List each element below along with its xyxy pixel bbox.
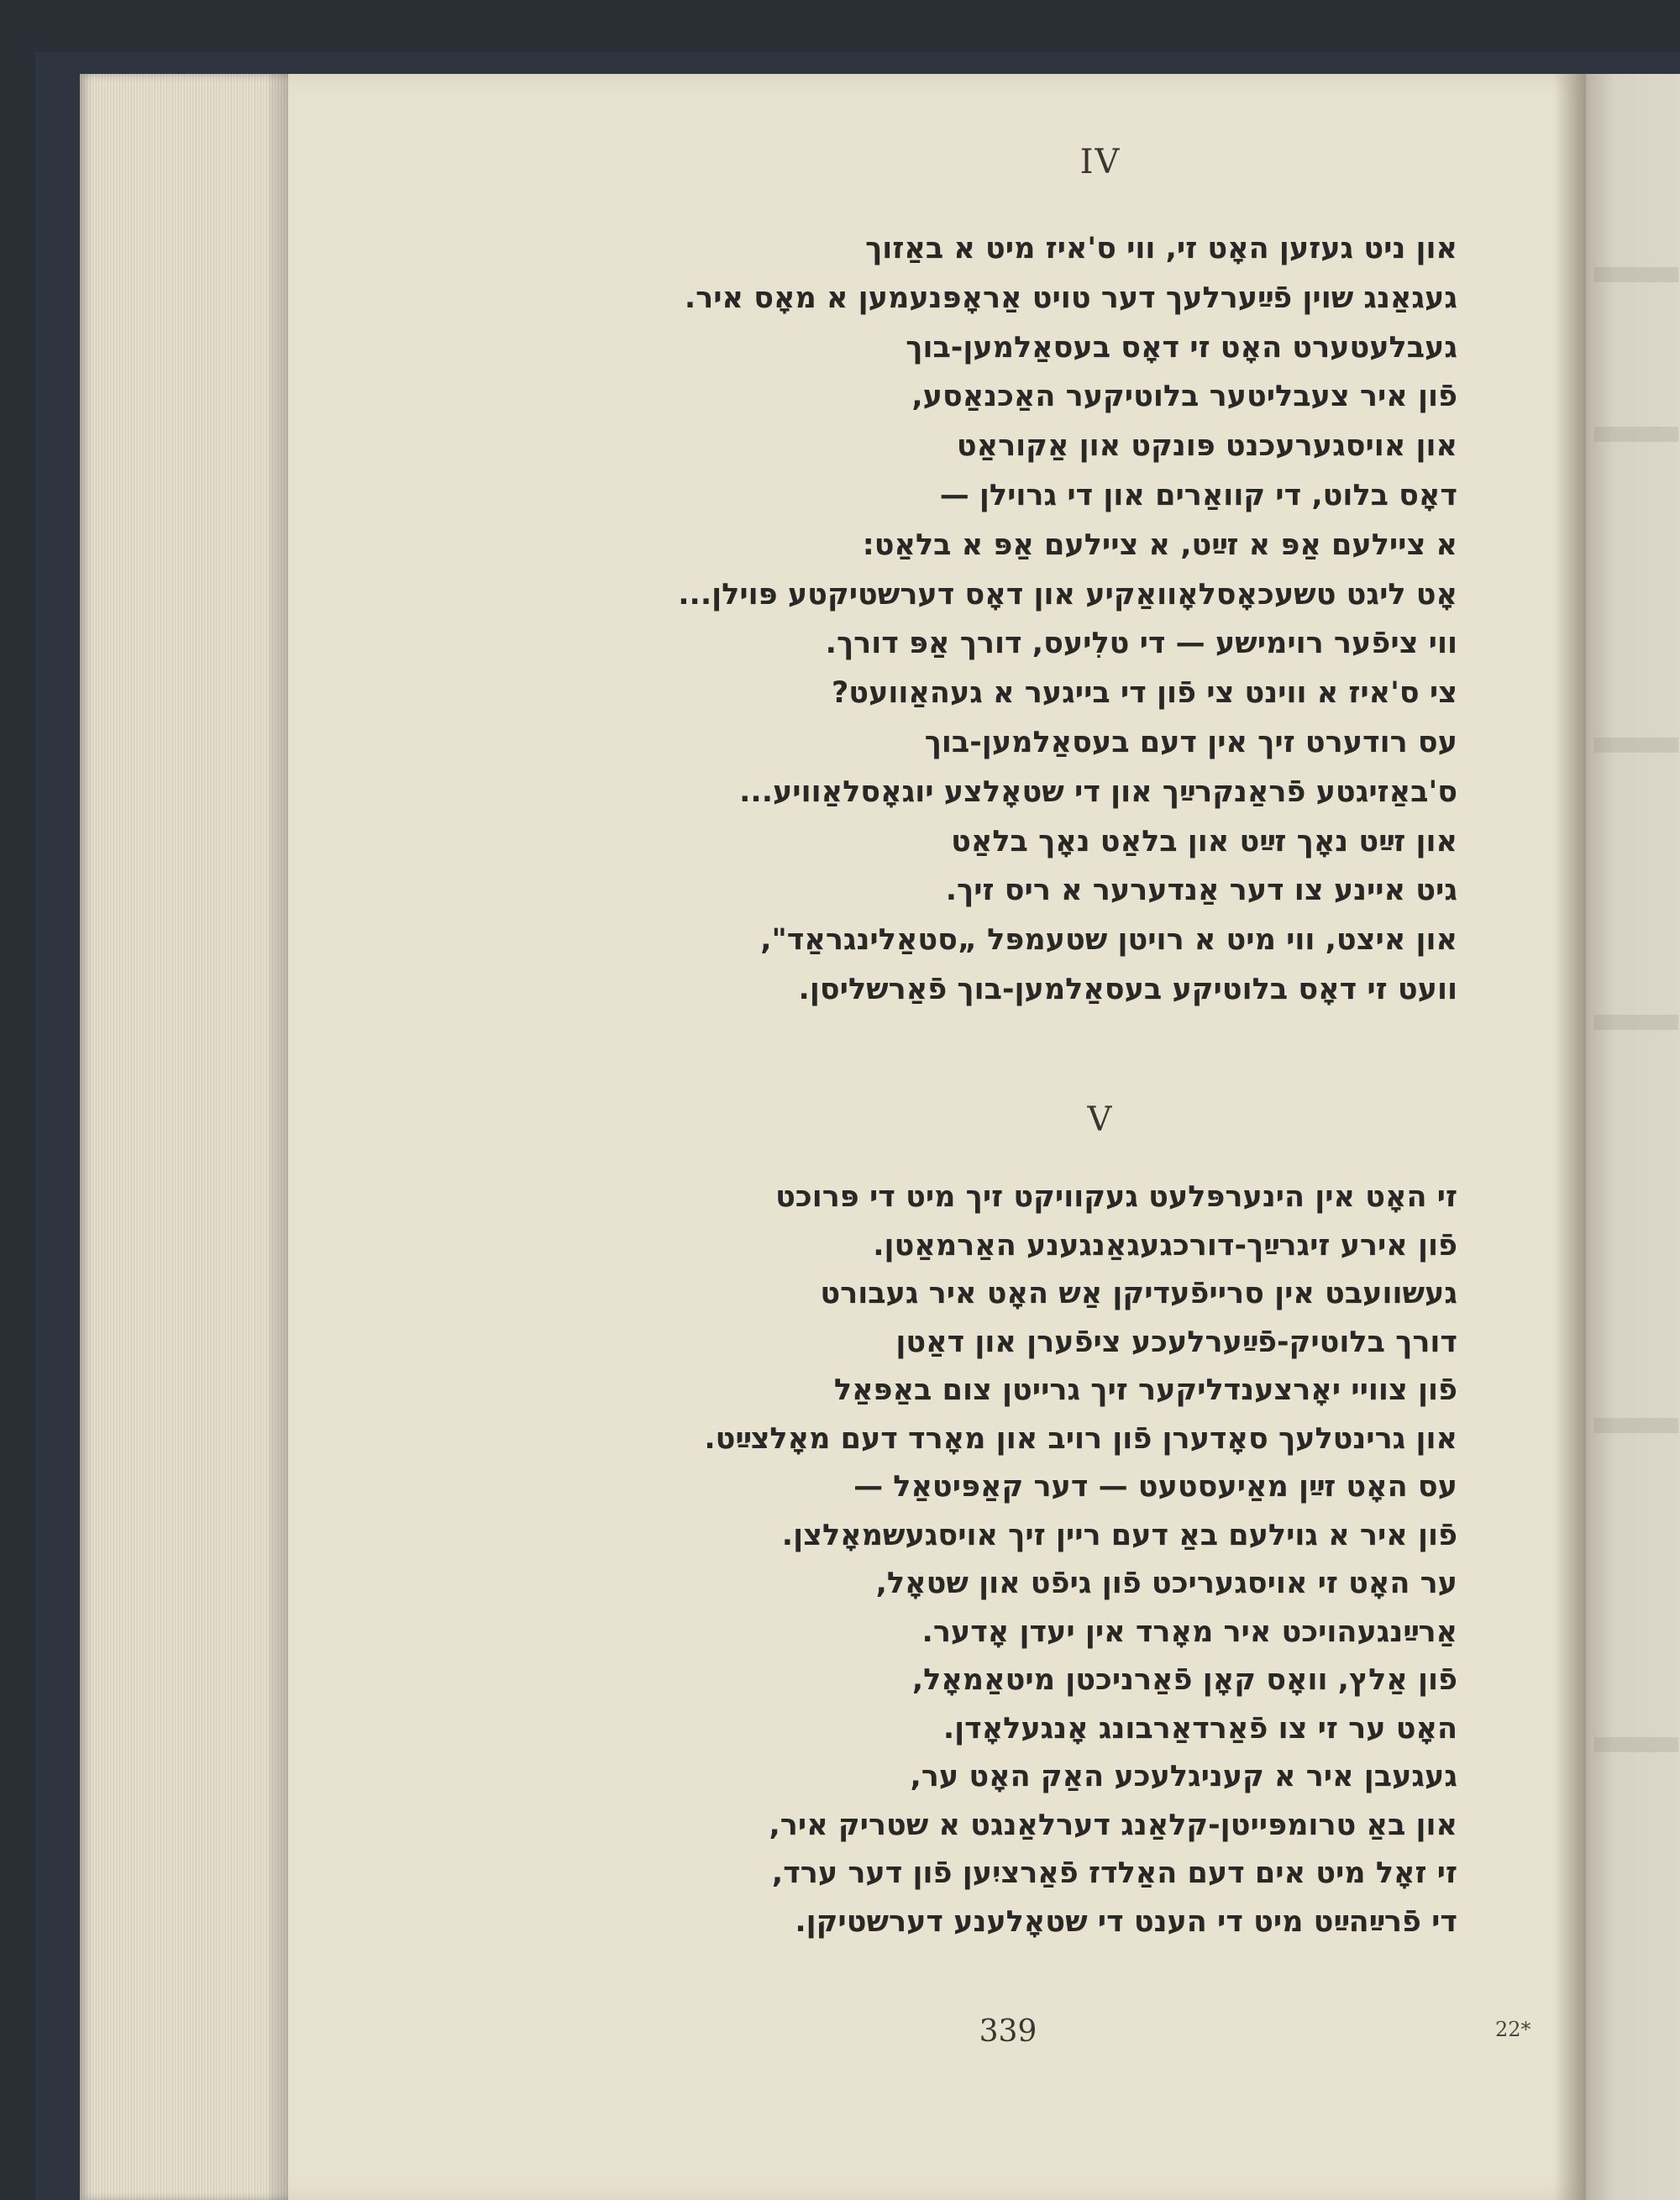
page-number: 339 — [979, 2014, 1037, 2049]
poem-line: געגאַנג שוין פֿײַערלעך דער טויט אַראָפּנעמען א מאָס איר. — [684, 281, 1457, 315]
poem-section-v — [584, 1174, 1457, 1946]
poem-line: דאָס בלוט, די קוואַרים און די גרוילן — — [939, 478, 1457, 512]
poem-line: ער האָט זי אויסגעריכט פֿון גיפֿט און שטאָל, — [875, 1567, 1457, 1600]
poem-line: און איצט, ווי מיט א רויטן שטעמפּל „סטאַלינגראַד", — [760, 923, 1457, 958]
poem-line: געבלעטערט האָט זי דאָס בעסאַלמען-בוך — [906, 330, 1457, 365]
poem-line: האָט ער זי צו פֿאַרדאַרבונג אָנגעלאָדן. — [942, 1711, 1457, 1746]
poem-line: צי ס'איז א ווינט צי פֿון די בייגער א געהאַוועט? — [832, 676, 1457, 711]
facing-page — [1586, 74, 1680, 2200]
poem-line: אָט ליגט טשעכאָסלאָוואַקיע און דאָס דערשטיקטע פּוילן... — [678, 577, 1457, 612]
poem-line: א ציילעם אַפּ א זײַט, א ציילעם אַפּ א בלאַט: — [862, 528, 1457, 562]
poem-line: און באַ טרומפּייטן-קלאַנג דערלאַנגט א שטריק איר, — [769, 1808, 1457, 1842]
signature-mark: 22* — [1495, 2018, 1531, 2041]
poem-line: און זײַט נאָך זײַט און בלאַט נאָך בלאַט — [951, 824, 1457, 858]
poem-line: דורך בלוטיק-פֿײַערלעכע ציפֿערן און דאַטן — [895, 1325, 1457, 1359]
poem-line: עס רודערט זיך אין דעם בעסאַלמען-בוך — [924, 725, 1457, 759]
section-heading-iv: IV — [1079, 143, 1121, 181]
poem-line: און ניט געזען האָט זי, ווי ס'איז מיט א באַזוך — [865, 232, 1457, 265]
poem-line: ווי ציפֿער רוימישע — די טלִיעס, דורך אַפּ דורך. — [825, 627, 1457, 661]
poem-line: פֿון צוויי יאָרצענדליקער זיך גרייטן צום באַפּאַל — [833, 1373, 1457, 1407]
poem-line: זי זאָל מיט אים דעם האַלדז פֿאַרציִען פֿון דער ערד, — [771, 1856, 1457, 1890]
page-gutter — [1554, 74, 1586, 2200]
page-edges — [80, 74, 290, 2200]
poem-line: די פֿרײַהײַט מיט די הענט די שטאָלענע דערשטיקן. — [795, 1904, 1457, 1939]
edge-shadow — [269, 74, 289, 2200]
poem-line: און גרינטלעך סאָדערן פֿון רויב און מאָרד דעם מאָלצײַט. — [704, 1421, 1457, 1456]
poem-line: ס'באַזיגטע פֿראַנקרײַך און די שטאָלצע יוגאָסלאַוויע... — [739, 774, 1457, 809]
poem-line: געשוועבט אין סרייפֿעדיקן אַש האָט איר געבורט — [820, 1277, 1457, 1310]
poem-line: און אויסגערעכנט פּונקט און אַקוראַט — [956, 429, 1457, 464]
poem-line: פֿון איר א גוילעם באַ דעם ריין זיך אויסגעשמאָלצן. — [781, 1518, 1457, 1552]
poem-line: עס האָט זײַן מאַיעסטעט — דער קאַפּיטאַל — — [853, 1470, 1457, 1504]
poem-line: פֿון איר צעבליטער בלוטיקער האַכנאַסע, — [911, 380, 1457, 414]
section-heading-v: V — [1087, 1100, 1114, 1139]
poem-line: אַרײַנגעהויכט איר מאָרד אין יעדן אָדער. — [921, 1615, 1457, 1649]
poem-line: געגעבן איר א קעניגלעכע האַק האָט ער, — [910, 1760, 1457, 1793]
poem-line: גיט איינע צו דער אַנדערער א ריס זיך. — [945, 874, 1457, 908]
poem-line: פֿון אירע זיגרײַך-דורכגעגאַנגענע האַרמאַטן. — [873, 1228, 1457, 1263]
poem-line: פֿון אַלץ, וואָס קאָן פֿאַרניכטן מיטאַמאָל, — [911, 1663, 1457, 1697]
poem-line: וועט זי דאָס בלוטיקע בעסאַלמען-בוך פֿאַרשליסן. — [798, 972, 1457, 1006]
poem-section-iv — [584, 224, 1457, 1015]
poem-line: זי האָט אין הינערפּלעט געקוויקט זיך מיט די פּרוכט — [775, 1180, 1457, 1214]
